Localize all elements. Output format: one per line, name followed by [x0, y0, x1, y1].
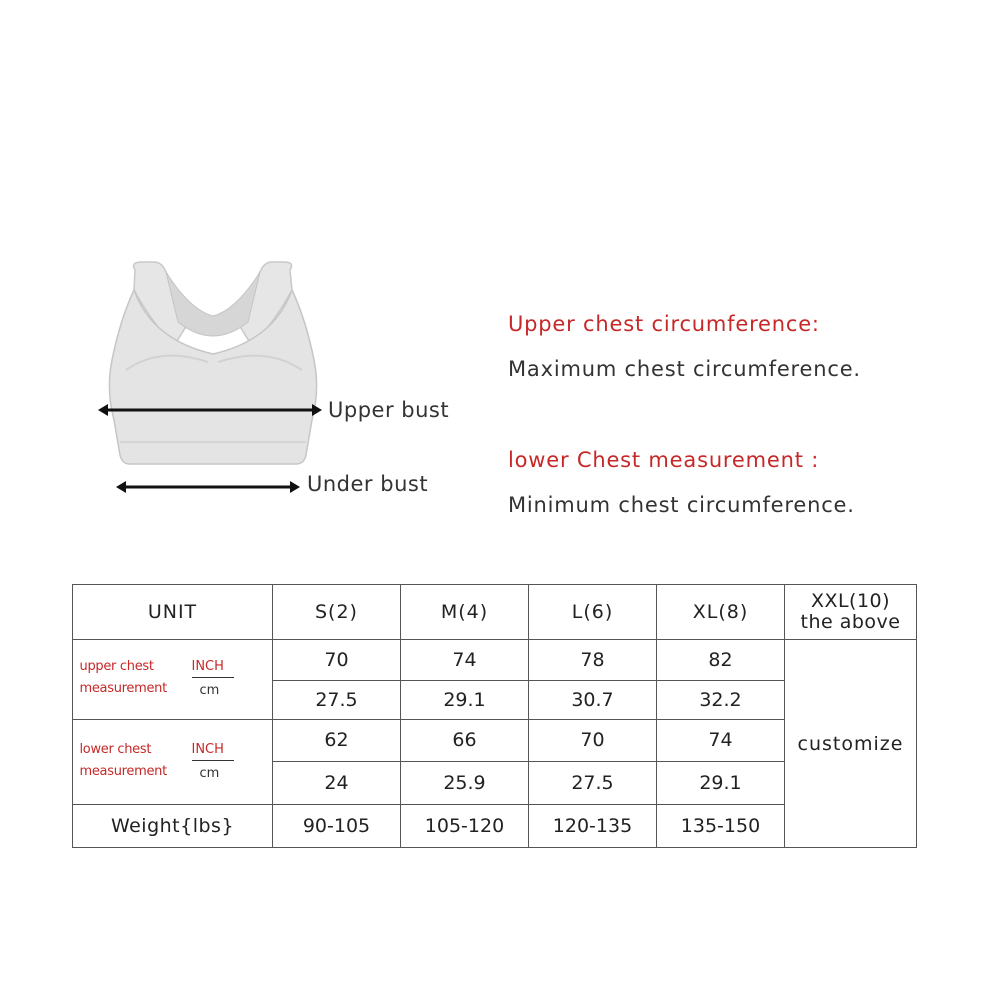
weight-s: 90-105: [273, 805, 401, 848]
unit-divider: [192, 677, 234, 678]
lower-inch-xl: 74: [657, 719, 785, 762]
upper-chest-label-line2: measurement: [79, 681, 167, 697]
upper-inch-l: 78: [529, 640, 657, 681]
lower-inch-l: 70: [529, 719, 657, 762]
header-size-m: M(4): [401, 585, 529, 640]
upper-chest-label-cell: [73, 640, 273, 720]
size-chart-table: [72, 584, 917, 848]
header-size-xxl: [785, 585, 917, 640]
lower-chest-title: lower Chest measurement :: [508, 448, 820, 472]
under-bust-arrow: [116, 481, 300, 493]
header-size-l: L(6): [529, 585, 657, 640]
lower-inch-s: 62: [273, 719, 401, 762]
upper-cm-xl: 32.2: [657, 680, 785, 719]
weight-l: 120-135: [529, 805, 657, 848]
lower-chest-label-line1: lower chest: [79, 741, 152, 757]
upper-cm-unit: cm: [199, 683, 220, 699]
upper-cm-s: 27.5: [273, 680, 401, 719]
lower-inch-m: 66: [401, 719, 529, 762]
weight-label: Weight{lbs}: [73, 805, 273, 848]
lower-cm-l: 27.5: [529, 762, 657, 805]
header-xxl-line2: the above: [800, 611, 901, 634]
upper-cm-l: 30.7: [529, 680, 657, 719]
lower-cm-xl: 29.1: [657, 762, 785, 805]
header-size-xl: XL(8): [657, 585, 785, 640]
weight-m: 105-120: [401, 805, 529, 848]
lower-cm-s: 24: [273, 762, 401, 805]
upper-inch-xl: 82: [657, 640, 785, 681]
upper-inch-s: 70: [273, 640, 401, 681]
header-unit: UNIT: [73, 585, 273, 640]
upper-bust-label: Upper bust: [328, 398, 450, 422]
upper-chest-label-line1: upper chest: [79, 659, 154, 675]
upper-cm-m: 29.1: [401, 680, 529, 719]
weight-xl: 135-150: [657, 805, 785, 848]
table-header-row: [73, 585, 917, 640]
upper-chest-title: Upper chest circumference:: [508, 312, 820, 336]
lower-chest-label-cell: [73, 719, 273, 805]
header-xxl-line1: XXL(10): [810, 590, 891, 613]
upper-inch-unit: INCH: [191, 659, 224, 675]
lower-chest-text: Minimum chest circumference.: [508, 493, 855, 517]
lower-inch-unit: INCH: [191, 741, 224, 757]
under-bust-label: Under bust: [307, 472, 429, 496]
customize-cell: customize: [785, 640, 917, 848]
lower-cm-unit: cm: [199, 765, 220, 781]
table-row: [73, 640, 917, 681]
unit-divider: [192, 760, 234, 761]
upper-inch-m: 74: [401, 640, 529, 681]
lower-cm-m: 25.9: [401, 762, 529, 805]
header-size-s: S(2): [273, 585, 401, 640]
lower-chest-label-line2: measurement: [79, 763, 167, 779]
upper-chest-text: Maximum chest circumference.: [508, 357, 861, 381]
